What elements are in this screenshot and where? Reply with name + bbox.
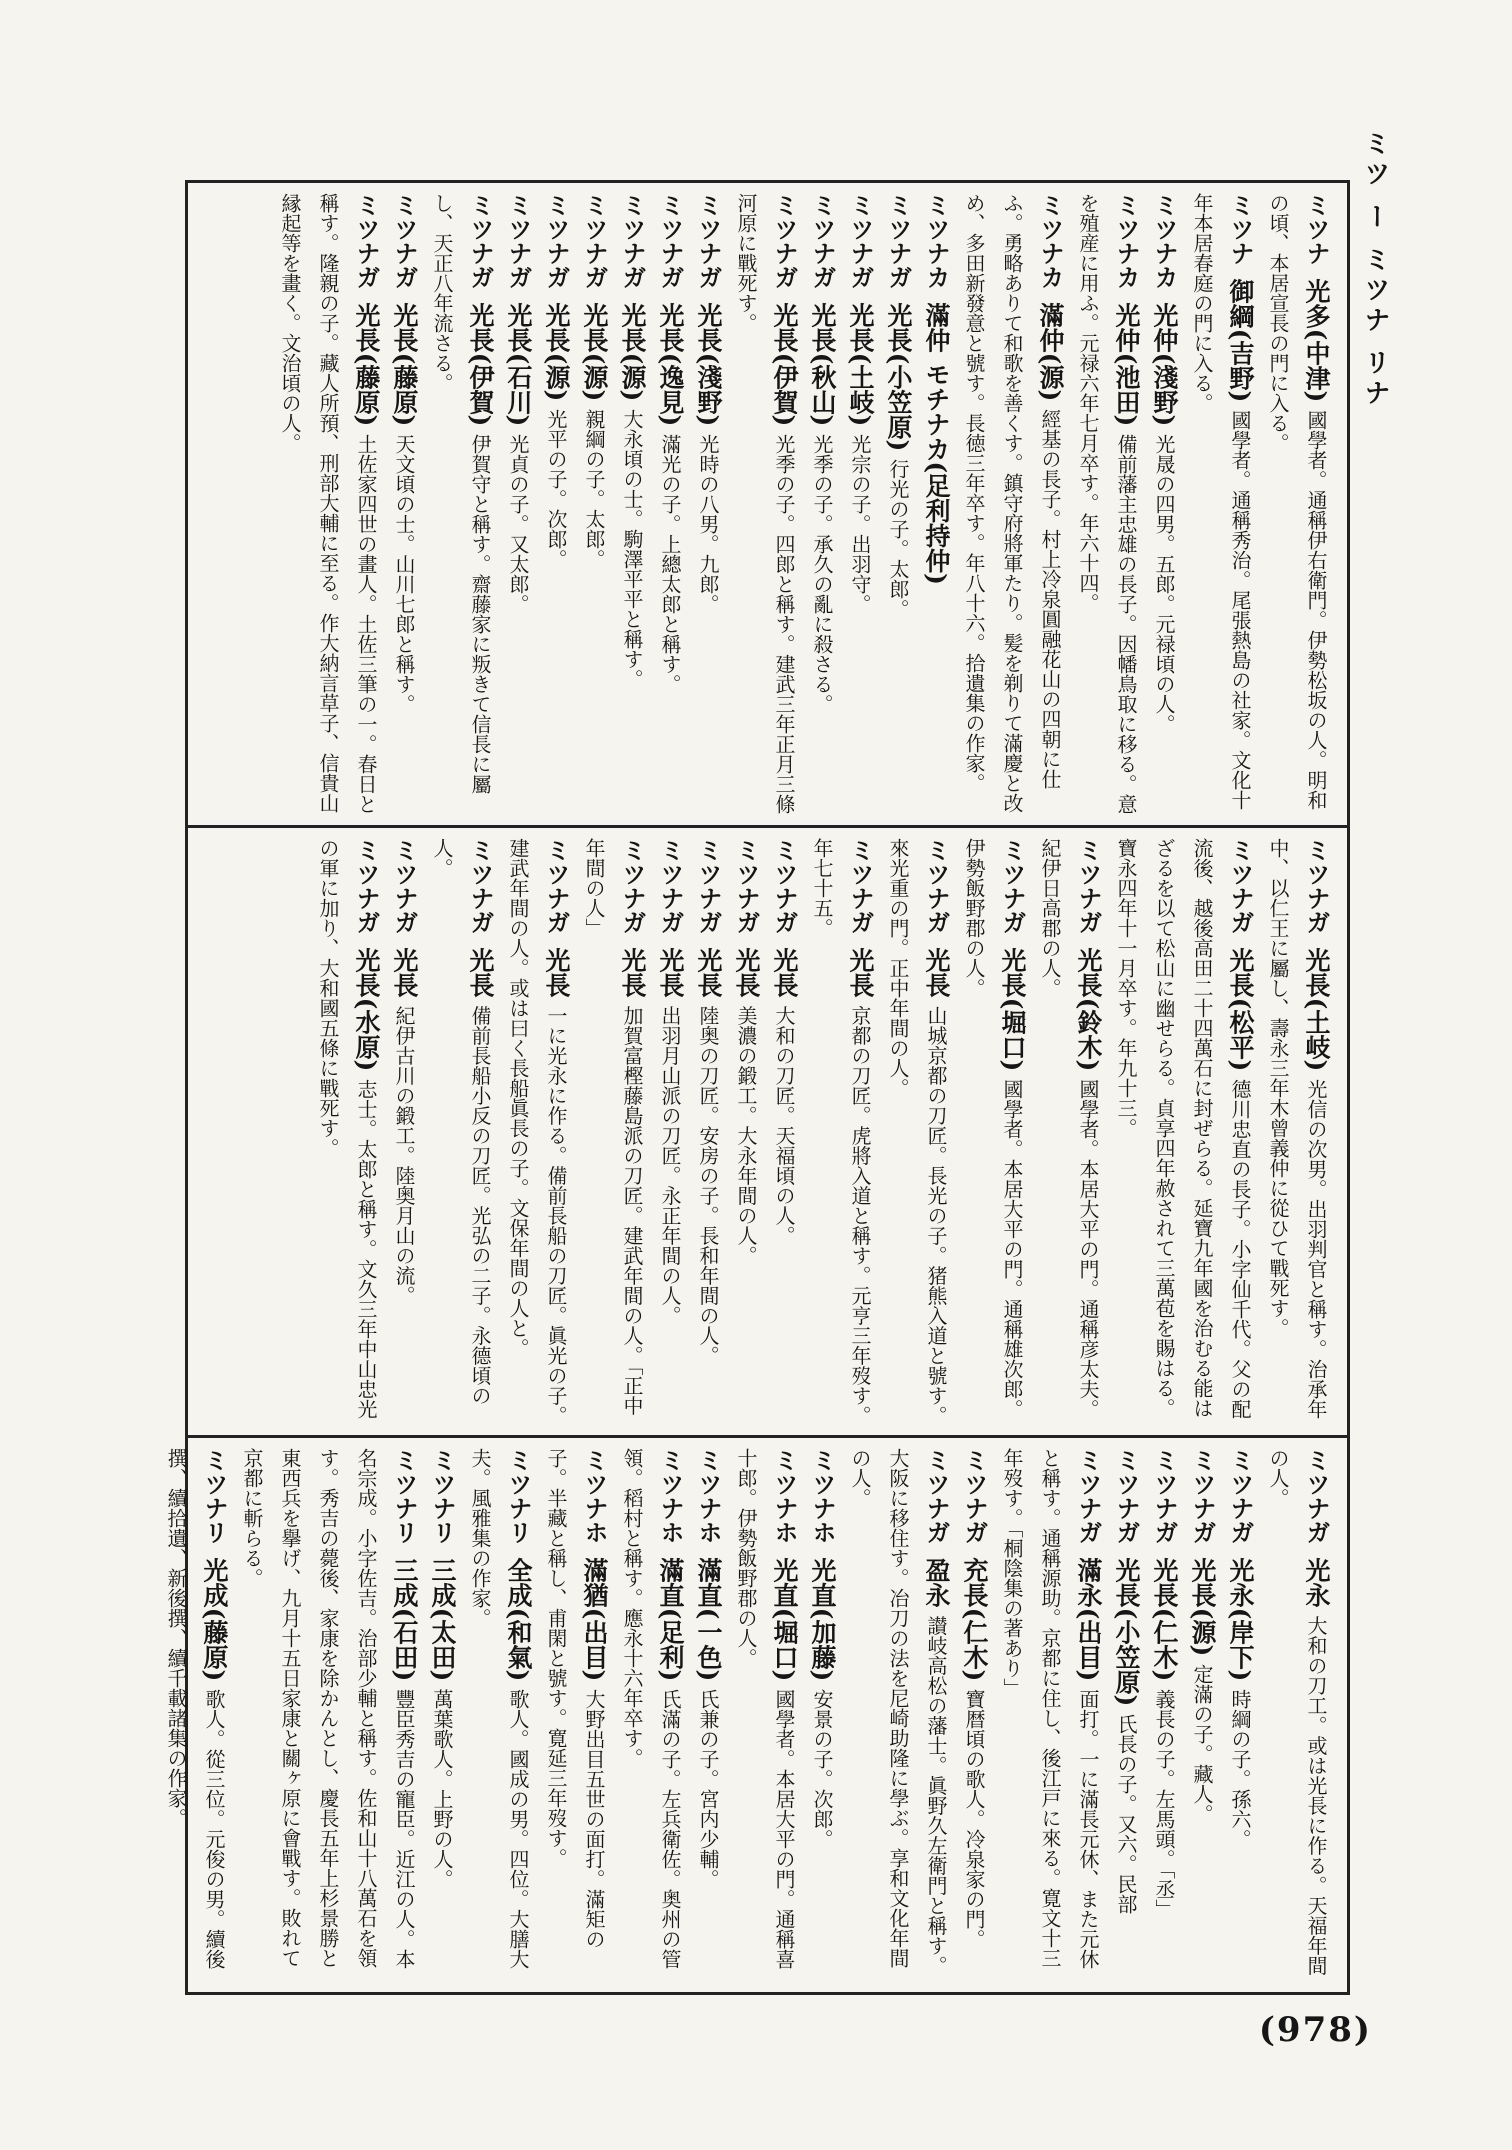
- entry-name: 光長: [846, 947, 875, 998]
- entry-name: 光長(堀口): [998, 947, 1027, 1072]
- entry-description: 義長の子。左馬頭。「丞」: [1152, 1688, 1176, 1919]
- entry-kana: ミツナガ: [770, 193, 798, 289]
- entry-description: 讃岐高松の藩士。眞野久左衛門と稱す。大阪に移住す。冶刀の法を尼崎助隆に學ぶ。享和文化年間の人。: [848, 1448, 948, 1976]
- entry-description: 出羽月山派の刀匠。永正年間の人。: [658, 1005, 682, 1326]
- dictionary-entry: [955, 838, 1031, 1427]
- dictionary-entry: [385, 193, 423, 817]
- entry-name: 全成(和氣): [504, 1557, 533, 1682]
- entry-kana: ミツナガ: [390, 193, 418, 289]
- entry-kana: ミツナガ: [1226, 838, 1254, 934]
- entry-description: 德川忠直の長子。小字仙千代。父の配流後、越後高田二十四萬石に封ぜらる。延寶九年國を治むる能はざるを以て松山に幽せらる。貞享四年赦されて三萬苞を賜はる。寶永四年十一月卒す。年九十三。: [1114, 838, 1252, 1419]
- dictionary-frame: [164, 180, 1350, 1995]
- dictionary-entry: [879, 838, 955, 1427]
- entry-description: 備前藩主忠雄の長子。因幡鳥取に移る。意を殖産に用ふ。元禄六年七月卒す。年六十四。: [1076, 193, 1138, 814]
- entry-description: 光信の次男。出羽判官と稱す。治承年中、以仁王に屬し、壽永三年木曾義仲に從ひて戰死す。: [1266, 838, 1328, 1419]
- dictionary-entry: [727, 193, 803, 817]
- dictionary-entry: [651, 838, 689, 1427]
- entry-name: 光直(堀口): [770, 1557, 799, 1682]
- entry-description: 京都の刀匠。虎將入道と稱す。元亨三年歿す。年七十五。: [810, 838, 872, 1426]
- entry-kana: ミツナガ: [694, 838, 722, 934]
- entry-kana: ミツナガ: [1226, 1448, 1254, 1544]
- dictionary-entry: [1259, 1448, 1335, 1984]
- dictionary-entry: [423, 838, 499, 1427]
- dictionary-entry: [575, 193, 613, 817]
- entry-name: 光長(源): [580, 302, 609, 402]
- dictionary-entry: [689, 193, 727, 817]
- dictionary-entry: [1221, 1448, 1259, 1984]
- entry-description: 光季の子。四郎と稱す。建武三年正月三條河原に戰死す。: [734, 193, 796, 814]
- entry-description: 光宗の子。出羽守。: [848, 433, 872, 614]
- entry-description: 國學者。本居大平の門。通稱雄次郎。伊勢飯野郡の人。: [962, 838, 1024, 1419]
- entry-kana: ミツナガ: [656, 193, 684, 289]
- entry-description: 豐臣秀吉の寵臣。近江の人。本名宗成。小字佐吉。治部少輔と稱す。佐和山十八萬石を領す。秀吉の薨後、家康を除かんとし、慶長五年上杉景勝と東西兵を擧げ、九月十五日家康と關ヶ原に會戰す。敗れて京都に斬らる。: [240, 1448, 416, 1969]
- entry-name: 光仲(池田): [1112, 302, 1141, 427]
- entry-kana: ミツナガ: [466, 838, 494, 934]
- dictionary-entry: [613, 193, 651, 817]
- entry-name: 光長(水原): [352, 947, 381, 1072]
- entry-description: 親綱の子。太郎。: [582, 408, 606, 569]
- band-columns: [200, 193, 1335, 817]
- entry-name: 充長(仁木): [960, 1557, 989, 1682]
- dictionary-entry: [841, 1448, 955, 1984]
- entry-name: 滿直(一色): [694, 1557, 723, 1682]
- dictionary-entry: [689, 838, 727, 1427]
- dictionary-entry: [993, 1448, 1107, 1984]
- entry-kana: ミツナホ: [694, 1448, 722, 1544]
- entry-kana: ミツナガ: [1112, 1448, 1140, 1544]
- entry-kana: ミツナガ: [846, 838, 874, 934]
- dictionary-entry: [461, 1448, 537, 1984]
- dictionary-entry: [651, 193, 689, 817]
- entry-kana: ミツナガ: [542, 838, 570, 934]
- entry-description: 氏滿の子。左兵衛佐。奥州の管領。稻村と稱す。應永十六年卒す。: [620, 1448, 682, 1969]
- band-columns: [164, 1448, 1335, 1984]
- entry-description: 一に光永に作る。備前長船の刀匠。眞光の子。建武年間の人。或は曰く長船眞長の子。文保年間の人と。: [506, 838, 568, 1426]
- dictionary-entry: [1107, 1448, 1145, 1984]
- entry-kana: ミツナリ: [200, 1448, 228, 1544]
- entry-description: 時綱の子。孫六。: [1228, 1688, 1252, 1849]
- entry-kana: ミツナガ: [542, 193, 570, 289]
- entry-kana: ミツナカ: [1036, 193, 1064, 289]
- dictionary-entry: [1145, 193, 1183, 817]
- entry-kana: ミツナホ: [580, 1448, 608, 1544]
- dictionary-entry: [1259, 193, 1335, 817]
- entry-description: 土佐家四世の畫人。土佐三筆の一。春日と稱す。隆親の子。藏人所預、刑部大輔に至る。作大納言草子、信貴山縁起等を畫く。文治頃の人。: [278, 193, 378, 814]
- entry-name: 光長(藤原): [390, 302, 419, 427]
- entry-name: 光長: [770, 947, 799, 998]
- entry-name: 滿永(出目): [1074, 1557, 1103, 1682]
- entry-kana: ミツナガ: [998, 838, 1026, 934]
- dictionary-entry: [1031, 838, 1107, 1427]
- dictionary-entry: [499, 838, 575, 1427]
- entry-kana: ミツナリ: [504, 1448, 532, 1544]
- page-number: (978): [1258, 2010, 1372, 2050]
- entry-name: 光直(加藤): [808, 1557, 837, 1682]
- entry-description: 紀伊古川の鍛工。陸奥月山の流。: [392, 1005, 416, 1306]
- entry-kana: ミツナ: [1302, 193, 1330, 265]
- entry-description: 萬葉歌人。上野の人。: [430, 1688, 454, 1889]
- entry-kana: ミツナガ: [846, 193, 874, 289]
- entry-kana: ミツナカ: [922, 193, 950, 289]
- entry-description: 國學者。通稱伊右衛門。伊勢松坂の人。明和の頃、本居宣長の門に入る。: [1266, 193, 1328, 810]
- entry-description: 安景の子。次郎。: [810, 1688, 834, 1849]
- entry-kana: ミツナガ: [618, 838, 646, 934]
- entry-description: 光時の八男。九郎。: [696, 433, 720, 614]
- entry-description: 大永頃の士。駒澤平平と稱す。: [620, 408, 644, 689]
- dictionary-entry: [423, 193, 499, 817]
- dictionary-entry: [1069, 193, 1145, 817]
- dictionary-entry: [803, 193, 841, 817]
- entry-name: 光長: [618, 947, 647, 998]
- entry-name: 光長(伊賀): [770, 302, 799, 427]
- entry-name: 光長(伊賀): [466, 302, 495, 427]
- entry-description: 陸奥の刀匠。安房の子。長和年間の人。: [696, 1005, 720, 1366]
- dictionary-entry: [385, 838, 423, 1427]
- entry-name: 光成(藤原): [200, 1557, 229, 1682]
- entry-name: 光長: [732, 947, 761, 998]
- entry-name: 光長(土岐): [846, 302, 875, 427]
- band-middle: [188, 828, 1347, 1438]
- entry-name: 光長(源): [1188, 1557, 1217, 1657]
- entry-name: 滿直(足利): [656, 1557, 685, 1682]
- dictionary-entry: [575, 838, 651, 1427]
- entry-name: 光長: [390, 947, 419, 998]
- dictionary-entry: [537, 193, 575, 817]
- entry-kana: ミツナガ: [922, 838, 950, 934]
- dictionary-entry: [233, 1448, 423, 1984]
- entry-description: 滿光の子。上總太郎と稱す。: [658, 433, 682, 694]
- entry-description: 大和の刀工。或は光長に作る。天福年間の人。: [1266, 1448, 1328, 1976]
- dictionary-entry: [765, 838, 803, 1427]
- dictionary-entry: [955, 1448, 993, 1984]
- entry-kana: ミツナガ: [770, 838, 798, 934]
- dictionary-entry: [1107, 838, 1259, 1427]
- entry-kana: ミツナホ: [656, 1448, 684, 1544]
- band-top: [188, 183, 1347, 828]
- entry-name: 三成(石田): [390, 1557, 419, 1682]
- entry-kana: ミツナガ: [1074, 1448, 1102, 1544]
- entry-description: 加賀富樫藤島派の刀匠。建武年間の人。「正中年間の人」: [582, 838, 644, 1416]
- entry-kana: ミツナガ: [466, 193, 494, 289]
- entry-name: 滿仲 モチナカ(足利持仲): [922, 302, 951, 586]
- entry-description: 光平の子。次郎。: [544, 408, 568, 569]
- entry-kana: ミツナガ: [960, 1448, 988, 1544]
- entry-kana: ミツナガ: [390, 838, 418, 934]
- entry-name: 光長(源): [618, 302, 647, 402]
- dictionary-entry: [499, 193, 537, 817]
- entry-description: 大和の刀匠。天福頃の人。: [772, 1005, 796, 1246]
- entry-description: 氏兼の子。宮内少輔。: [696, 1688, 720, 1889]
- entry-name: 三成(太田): [428, 1557, 457, 1682]
- entry-description: 國學者。本居大平の門。通稱彦太夫。紀伊日高郡の人。: [1038, 838, 1100, 1419]
- entry-name: 光長(鈴木): [1074, 947, 1103, 1072]
- entry-kana: ミツナガ: [352, 838, 380, 934]
- dictionary-entry: [727, 838, 765, 1427]
- dictionary-entry: [423, 1448, 461, 1984]
- entry-name: 光長(藤原): [352, 302, 381, 427]
- entry-name: 光長(淺野): [694, 302, 723, 427]
- entry-kana: ミツナホ: [808, 1448, 836, 1544]
- dictionary-entry: [689, 1448, 727, 1984]
- entry-name: 光長(石川): [504, 302, 533, 427]
- entry-description: 伊賀守と稱す。齋藤家に叛きて信長に屬し、天正八年流さる。: [430, 193, 492, 794]
- entry-description: 經基の長子。村上冷泉圓融花山の四朝に仕ふ。勇略ありて和歌を善くす。鎮守府將軍たり。髪を剃りて滿慶と改め、多田新發意と號す。長徳三年卒す。年八十六。拾遺集の作家。: [962, 193, 1062, 813]
- entry-kana: ミツナガ: [504, 193, 532, 289]
- entry-kana: ミツナカ: [1150, 193, 1178, 289]
- entry-description: 美濃の鍛工。大永年間の人。: [734, 1005, 758, 1266]
- band-columns: [200, 838, 1335, 1427]
- entry-kana: ミツナガ: [1302, 1448, 1330, 1544]
- entry-name: 光長: [694, 947, 723, 998]
- dictionary-entry: [917, 193, 955, 817]
- entry-name: 光長: [542, 947, 571, 998]
- entry-description: 寶暦頃の歌人。冷泉家の門。: [962, 1688, 986, 1949]
- running-head: ミツ ー ミツナ リナ: [1360, 130, 1390, 410]
- dictionary-entry: [1183, 193, 1259, 817]
- entry-name: 光長(源): [542, 302, 571, 402]
- entry-kana: ミツナガ: [808, 193, 836, 289]
- entry-description: 天文頃の士。山川七郎と稱す。: [392, 433, 416, 714]
- entry-name: 光長(仁木): [1150, 1557, 1179, 1682]
- entry-name: 光長: [466, 947, 495, 998]
- entry-kana: ミツナガ: [732, 838, 760, 934]
- dictionary-entry: [803, 838, 879, 1427]
- entry-name: 滿猶(出目): [580, 1557, 609, 1682]
- entry-kana: ミツナカ: [1112, 193, 1140, 289]
- entry-description: 定滿の子。藏人。: [1190, 1663, 1214, 1824]
- entry-kana: ミツナガ: [1188, 1448, 1216, 1544]
- entry-kana: ミツナガ: [1074, 838, 1102, 934]
- entry-kana: ミツナガ: [580, 193, 608, 289]
- dictionary-entry: [1259, 838, 1335, 1427]
- entry-name: 光長(松平): [1226, 947, 1255, 1072]
- entry-kana: ミツナガ: [1150, 1448, 1178, 1544]
- entry-description: 備前長船小反の刀匠。光弘の二子。永德頃の人。: [430, 838, 492, 1406]
- entry-kana: ミツナリ: [428, 1448, 456, 1544]
- entry-description: 行光の子。太郎。: [886, 458, 910, 619]
- entry-name: 御綱(吉野): [1226, 278, 1255, 403]
- entry-name: 光長(秋山): [808, 302, 837, 427]
- entry-name: 光仲(淺野): [1150, 302, 1179, 427]
- dictionary-entry: [955, 193, 1069, 817]
- entry-description: 國學者。通稱秀治。尾張熱島の社家。文化十年本居春庭の門に入る。: [1190, 193, 1252, 810]
- entry-name: 光永: [1302, 1557, 1331, 1608]
- dictionary-entry: [613, 1448, 689, 1984]
- dictionary-entry: [727, 1448, 803, 1984]
- entry-kana: ミツナリ: [390, 1448, 418, 1544]
- entry-description: 大野出目五世の面打。滿矩の子。半藏と稱し、甫閑と號す。寛延三年歿す。: [544, 1448, 606, 1949]
- entry-description: 光晟の四男。五郎。元禄頃の人。: [1152, 433, 1176, 734]
- entry-description: 光貞の子。又太郎。: [506, 433, 530, 614]
- entry-description: 志士。太郎と稱す。文久三年中山忠光の軍に加り、大和國五條に戰死す。: [316, 838, 378, 1419]
- entry-kana: ミツナガ: [884, 193, 912, 289]
- entry-description: 歌人。從三位。元俊の男。續後撰、續拾遺、新後撰、續千載諸集の作家。: [164, 1448, 226, 1969]
- entry-name: 光多(中津): [1302, 278, 1331, 403]
- entry-name: 光長: [656, 947, 685, 998]
- dictionary-entry: [803, 1448, 841, 1984]
- entry-kana: ミツナガ: [1302, 838, 1330, 934]
- entry-description: 山城京都の刀匠。長光の子。猪熊入道と號す。來光重の門。正中年間の人。: [886, 838, 948, 1426]
- entry-description: 面打。一に滿長元休、また元休と稱す。通稱源助。京都に住し、後江戸に來る。寛文十三年歿す。「桐陰集の著あり」: [1000, 1448, 1100, 1969]
- band-bottom: [164, 1438, 1347, 1992]
- entry-kana: ミツナガ: [922, 1448, 950, 1544]
- dictionary-entry: [1145, 1448, 1183, 1984]
- entry-name: 光長(土岐): [1302, 947, 1331, 1072]
- entry-name: 光永(岸下): [1226, 1557, 1255, 1682]
- entry-name: 盈永: [922, 1557, 951, 1608]
- dictionary-entry: [157, 1448, 233, 1984]
- entry-name: 光長(小笠原): [1112, 1557, 1141, 1707]
- dictionary-entry: [1183, 1448, 1221, 1984]
- entry-name: 光長(逸見): [656, 302, 685, 427]
- entry-description: 氏長の子。又六。民部: [1114, 1713, 1138, 1914]
- entry-kana: ミツナガ: [352, 193, 380, 289]
- dictionary-entry: [879, 193, 917, 817]
- entry-kana: ミツナガ: [656, 838, 684, 934]
- entry-kana: ミツナホ: [770, 1448, 798, 1544]
- entry-kana: ミツナ: [1226, 193, 1254, 265]
- entry-kana: ミツナガ: [618, 193, 646, 289]
- entry-description: 國學者。本居大平の門。通稱喜十郎。伊勢飯野郡の人。: [734, 1448, 796, 1969]
- dictionary-entry: [271, 193, 385, 817]
- entry-name: 光長(小笠原): [884, 302, 913, 452]
- entry-kana: ミツナガ: [694, 193, 722, 289]
- dictionary-entry: [309, 838, 385, 1427]
- entry-description: 歌人。國成の男。四位。大膳大夫。風雅集の作家。: [468, 1448, 530, 1969]
- entry-name: 滿仲(源): [1036, 302, 1065, 402]
- dictionary-entry: [841, 193, 879, 817]
- dictionary-entry: [537, 1448, 613, 1984]
- entry-description: 光季の子。承久の亂に殺さる。: [810, 433, 834, 714]
- entry-name: 光長: [922, 947, 951, 998]
